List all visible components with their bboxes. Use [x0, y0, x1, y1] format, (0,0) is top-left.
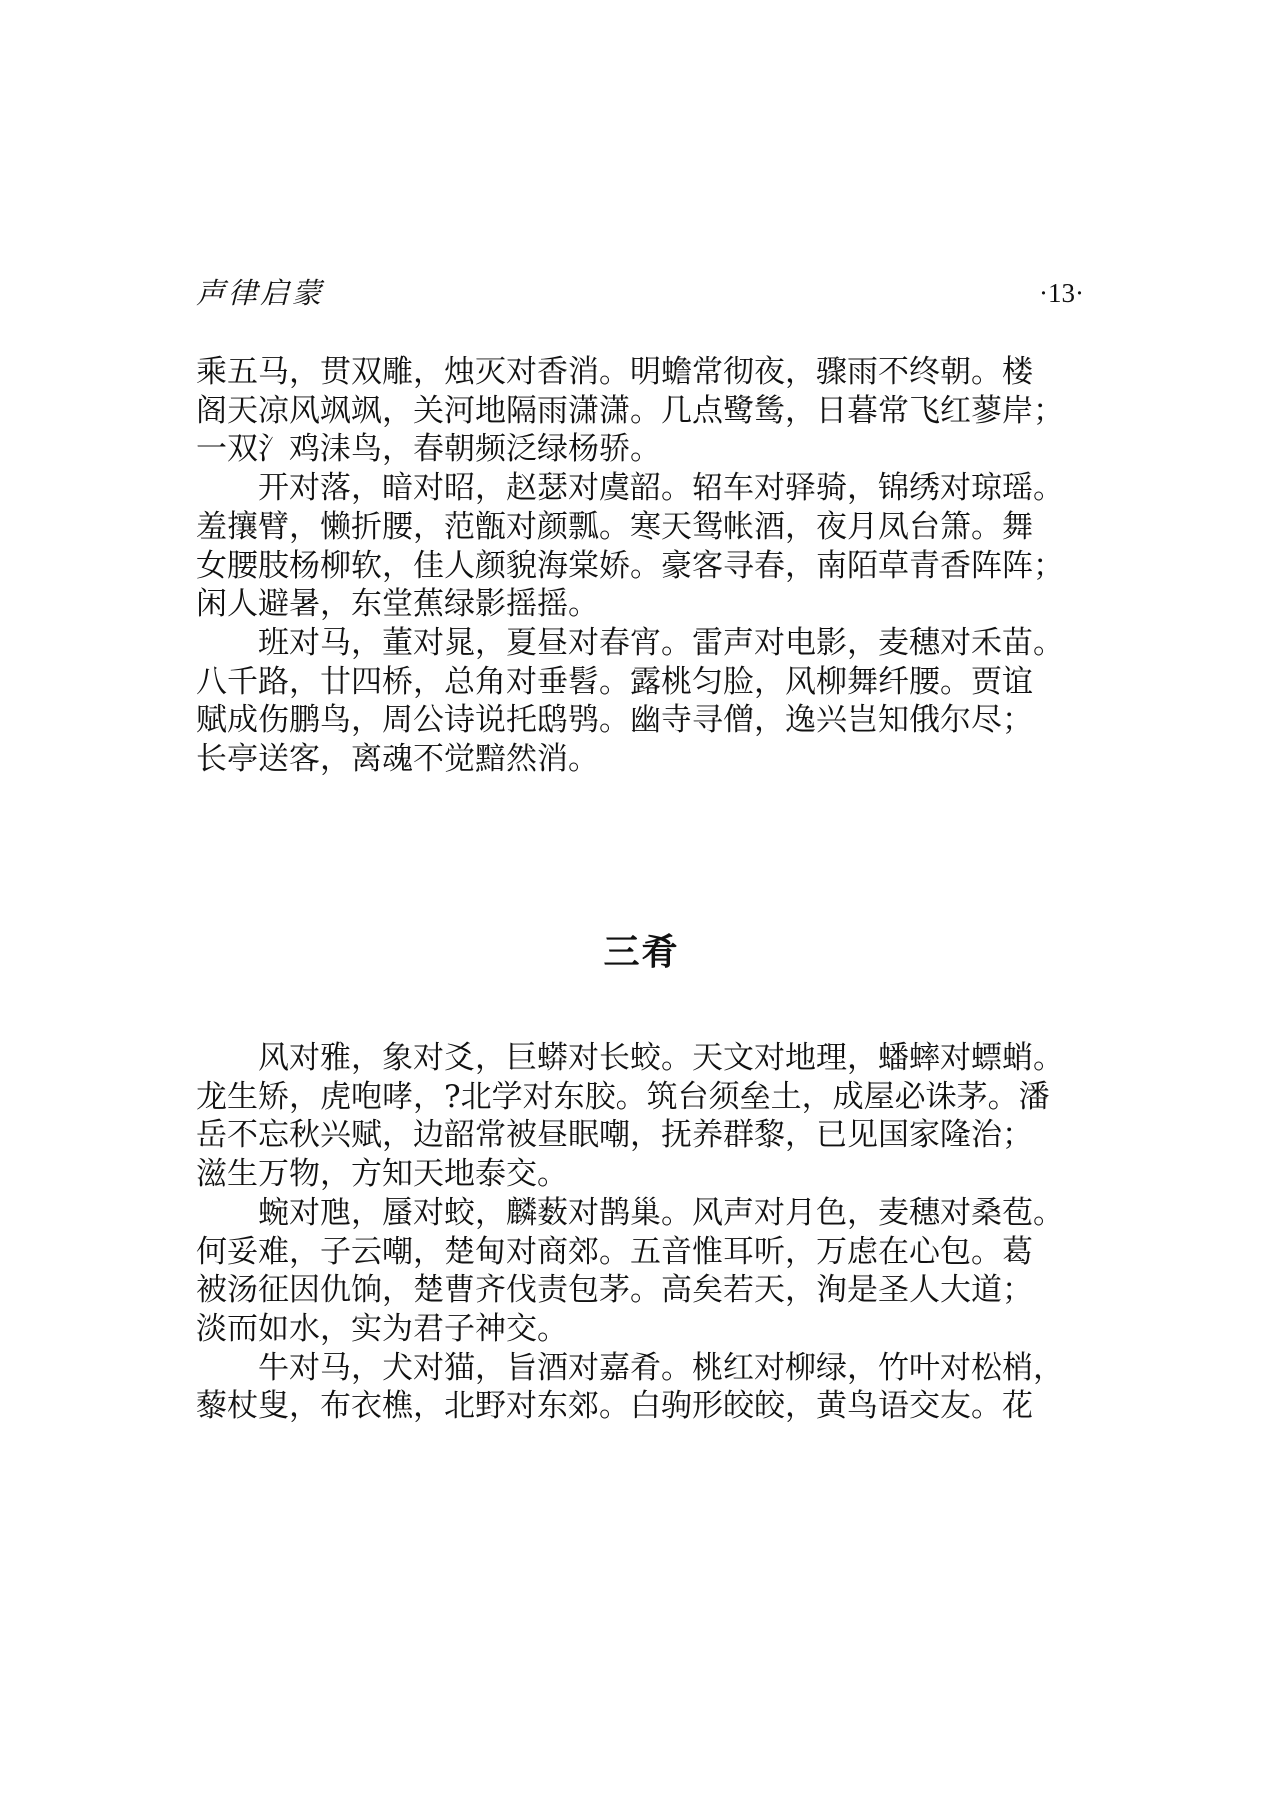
- text-line: 女腰肢杨柳软，佳人颜貌海棠娇。豪客寻春，南陌草青香阵阵；: [196, 547, 1064, 584]
- text-line: 开对落，暗对昭，赵瑟对虞韶。轺车对驿骑，锦绣对琼瑶。: [258, 470, 1064, 507]
- section-1-text: [196, 353, 1100, 779]
- text-line: 一双氵鸡洡鸟，春朝频泛绿杨骄。: [196, 431, 661, 468]
- text-line: 羞攘臂，懒折腰，范甑对颜瓢。寒天鸳帐酒，夜月凤台箫。舞: [196, 508, 1033, 545]
- text-line: 赋成伤鹏鸟，周公诗说托鸱鸮。幽寺寻僧，逸兴岂知俄尔尽；: [196, 702, 1033, 739]
- text-line: 被汤征因仇饷，楚曹齐伐责包茅。高矣若天，洵是圣人大道；: [196, 1272, 1033, 1309]
- text-line: 班对马，董对晁，夏昼对春宵。雷声对电影，麦穗对禾苗。: [258, 624, 1064, 661]
- paragraph: [196, 469, 1100, 624]
- text-line: 滋生万物，方知天地泰交。: [196, 1156, 568, 1193]
- book-title: 声律启蒙: [196, 276, 325, 310]
- paragraph: [196, 1349, 1100, 1426]
- text-line: 闲人避暑，东堂蕉绿影摇摇。: [196, 586, 599, 623]
- text-line: 八千路，廿四桥，总角对垂髫。露桃匀脸，风柳舞纤腰。贾谊: [196, 663, 1033, 700]
- page-number: ·13·: [1039, 278, 1084, 308]
- text-line: 龙生矫，虎咆哮，?北学对东胶。筑台须垒土，成屋必诛茅。潘: [196, 1078, 1050, 1115]
- text-line: 长亭送客，离魂不觉黯然消。: [196, 741, 599, 778]
- paragraph: [196, 1194, 1100, 1349]
- text-line: 淡而如水，实为君子神交。: [196, 1310, 568, 1347]
- paragraph: [196, 1039, 1100, 1194]
- text-line: 何妥难，子云嘲，楚甸对商郊。五音惟耳听，万虑在心包。葛: [196, 1233, 1033, 1270]
- running-header: [196, 273, 1084, 313]
- section-2-text: [196, 1039, 1100, 1426]
- text-line: 藜杖叟，布衣樵，北野对东郊。白驹形皎皎，黄鸟语交友。花: [196, 1388, 1033, 1425]
- text-line: 乘五马，贯双雕，烛灭对香消。明蟾常彻夜，骤雨不终朝。楼: [196, 354, 1033, 390]
- text-line: 蜿对虺，蜃对蛟，麟薮对鹊巢。风声对月色，麦穗对桑苞。: [258, 1194, 1064, 1231]
- section-heading: 三肴: [603, 932, 680, 973]
- paragraph: [196, 353, 1100, 469]
- paragraph: [196, 624, 1100, 779]
- text-line: 岳不忘秋兴赋，边韶常被昼眠嘲，抚养群黎，已见国家隆治；: [196, 1117, 1033, 1154]
- text-line: 风对雅，象对爻，巨蟒对长蛟。天文对地理，蟠蟀对螵蛸。: [258, 1040, 1064, 1076]
- text-line: 阁天凉风飒飒，关河地隔雨潇潇。几点鹭鸶，日暮常飞红蓼岸；: [196, 392, 1064, 429]
- text-line: 牛对马，犬对猫，旨酒对嘉肴。桃红对柳绿，竹叶对松梢，: [258, 1349, 1064, 1386]
